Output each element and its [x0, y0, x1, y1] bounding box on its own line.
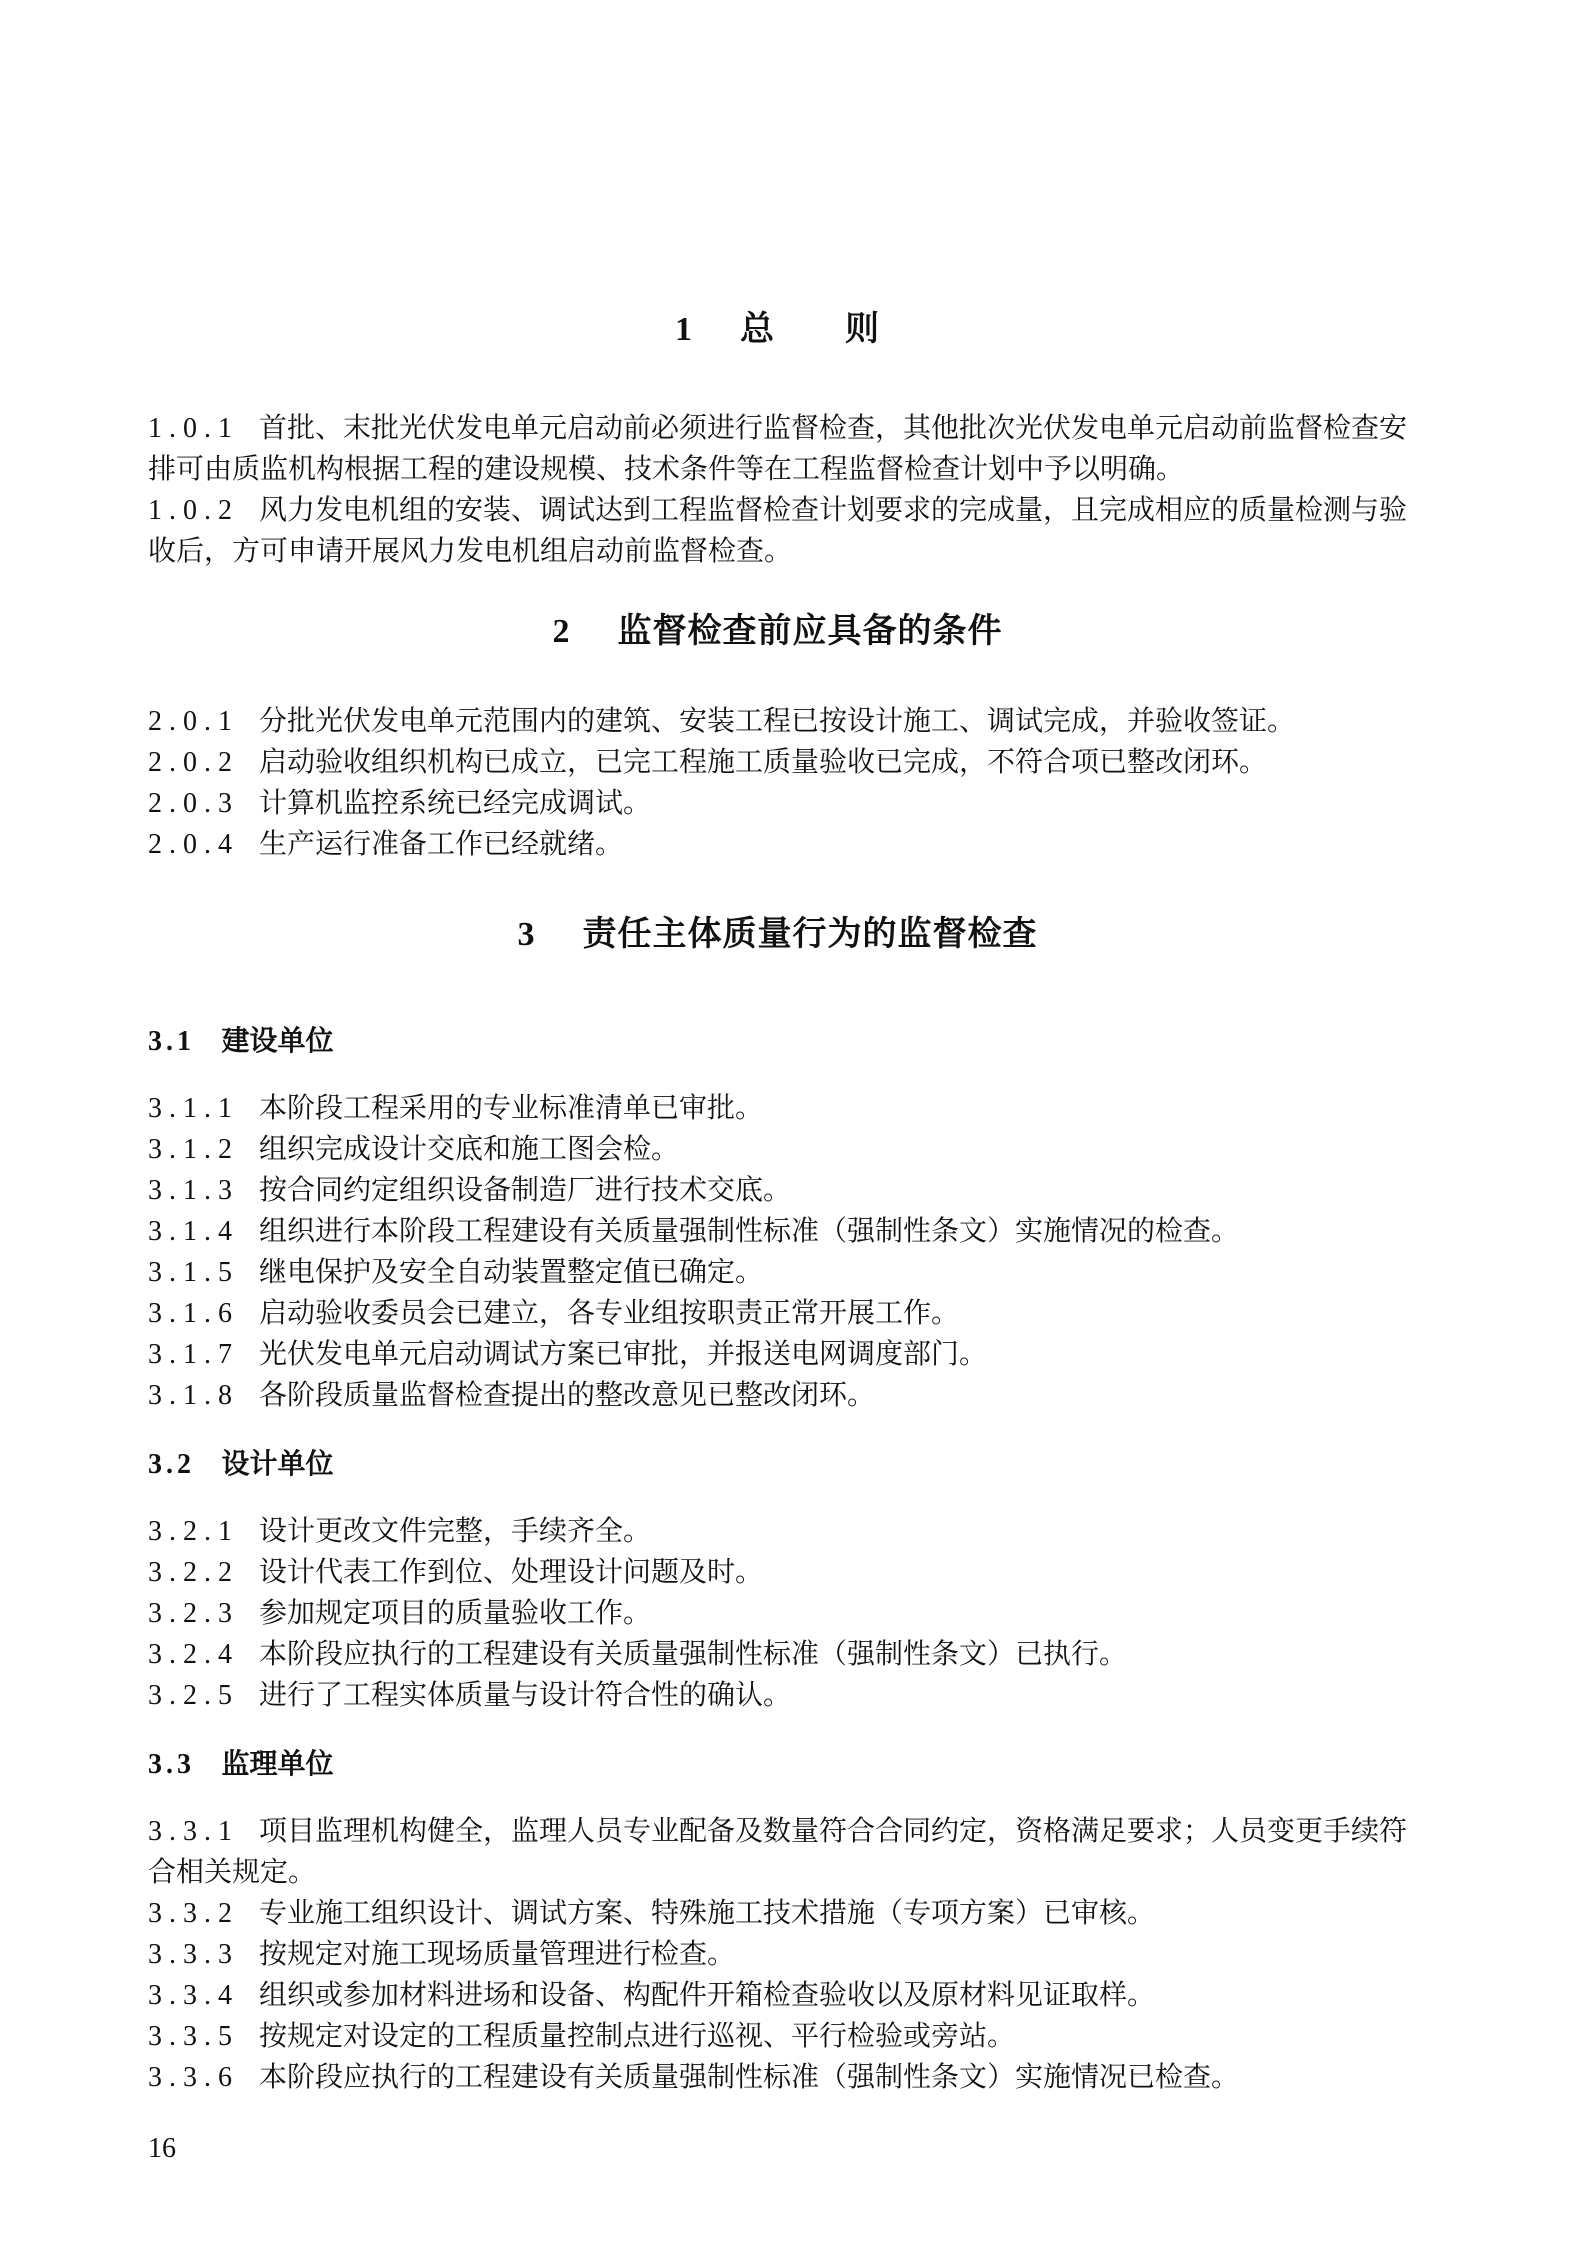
- clause-2-0-1: [148, 701, 1407, 742]
- chapter-1-number: 1: [675, 311, 692, 348]
- clause-text: 进行了工程实体质量与设计符合性的确认。: [259, 1680, 792, 1711]
- clause-text: 分批光伏发电单元范围内的建筑、安装工程已按设计施工、调试完成，并验收签证。: [259, 706, 1296, 737]
- clause-text: 生产运行准备工作已经就绪。: [259, 829, 624, 860]
- clause-number: 3.1.8: [148, 1380, 239, 1411]
- clause-3-1-2: [148, 1129, 1407, 1170]
- clause-3-3-3: [148, 1934, 1407, 1975]
- clause-text: 设计更改文件完整，手续齐全。: [259, 1516, 652, 1547]
- clause-text: 参加规定项目的质量验收工作。: [259, 1598, 652, 1629]
- clause-text: 本阶段工程采用的专业标准清单已审批。: [259, 1093, 764, 1124]
- subsection-number: 3.3: [148, 1749, 195, 1780]
- clause-text: 计算机监控系统已经完成调试。: [259, 788, 652, 819]
- clause-text: 各阶段质量监督检查提出的整改意见已整改闭环。: [259, 1380, 876, 1411]
- clause-text: 本阶段应执行的工程建设有关质量强制性标准（强制性条文）已执行。: [259, 1639, 1128, 1670]
- clause-3-2-4: [148, 1634, 1407, 1675]
- clause-3-3-4: [148, 1975, 1407, 2016]
- document-content: [0, 298, 1587, 2169]
- clause-number: 3.1.1: [148, 1093, 239, 1124]
- clause-number: 3.3.4: [148, 1980, 239, 2011]
- clause-number: 3.1.2: [148, 1134, 239, 1165]
- clause-1-0-2: [148, 490, 1407, 572]
- subsection-number: 3.2: [148, 1449, 195, 1480]
- clause-number: 3.3.1: [148, 1816, 239, 1847]
- clause-3-1-5: [148, 1252, 1407, 1293]
- clause-number: 2.0.1: [148, 706, 239, 737]
- clause-1-0-1: [148, 408, 1407, 490]
- clause-text: 设计代表工作到位、处理设计问题及时。: [259, 1557, 764, 1588]
- chapter-2-number: 2: [552, 613, 570, 650]
- subsection-title: 监理单位: [221, 1748, 334, 1779]
- clause-number: 3.3.5: [148, 2021, 239, 2052]
- subsection-number: 3.1: [148, 1026, 195, 1057]
- clause-3-2-2: [148, 1552, 1407, 1593]
- clause-number: 3.2.2: [148, 1557, 239, 1588]
- clause-3-3-2: [148, 1893, 1407, 1934]
- chapter-1-title-text: 总 则: [740, 310, 880, 348]
- clause-number: 3.2.3: [148, 1598, 239, 1629]
- clause-text: 继电保护及安全自动装置整定值已确定。: [259, 1257, 764, 1288]
- clause-text: 按规定对施工现场质量管理进行检查。: [259, 1939, 736, 1970]
- chapter-1-title: [148, 298, 1407, 354]
- page-number: 16: [148, 2133, 176, 2164]
- clause-text: 组织进行本阶段工程建设有关质量强制性标准（强制性条文）实施情况的检查。: [259, 1216, 1240, 1247]
- clause-text: 首批、末批光伏发电单元启动前必须进行监督检查，其他批次光伏发电单元启动前监督检查安排可由质监机构根据工程的建设规模、技术条件等在工程监督检查计划中予以明确。: [148, 413, 1408, 485]
- clause-3-1-4: [148, 1211, 1407, 1252]
- clause-3-1-1: [148, 1088, 1407, 1129]
- clause-number: 3.3.6: [148, 2062, 239, 2093]
- clause-text: 光伏发电单元启动调试方案已审批，并报送电网调度部门。: [259, 1339, 988, 1370]
- clause-3-3-6: [148, 2057, 1407, 2098]
- clause-2-0-4: [148, 824, 1407, 865]
- clause-number: 3.2.1: [148, 1516, 239, 1547]
- clause-text: 专业施工组织设计、调试方案、特殊施工技术措施（专项方案）已审核。: [259, 1898, 1156, 1929]
- clause-number: 1.0.1: [148, 413, 239, 444]
- clause-text: 按合同约定组织设备制造厂进行技术交底。: [259, 1175, 792, 1206]
- clause-number: 3.2.4: [148, 1639, 239, 1670]
- clause-number: 3.1.5: [148, 1257, 239, 1288]
- chapter-2-title-text: 监督检查前应具备的条件: [617, 612, 1003, 650]
- clause-2-0-3: [148, 783, 1407, 824]
- clause-text: 本阶段应执行的工程建设有关质量强制性标准（强制性条文）实施情况已检查。: [259, 2062, 1240, 2093]
- clause-3-1-7: [148, 1334, 1407, 1375]
- chapter-3-title: [148, 903, 1407, 959]
- clause-number: 3.1.4: [148, 1216, 239, 1247]
- clause-3-1-3: [148, 1170, 1407, 1211]
- subsection-title: 建设单位: [221, 1025, 334, 1056]
- clause-2-0-2: [148, 742, 1407, 783]
- clause-3-2-3: [148, 1593, 1407, 1634]
- clause-3-3-5: [148, 2016, 1407, 2057]
- clause-number: 3.1.3: [148, 1175, 239, 1206]
- clause-number: 3.3.3: [148, 1939, 239, 1970]
- clause-3-1-8: [148, 1375, 1407, 1416]
- clause-3-1-6: [148, 1293, 1407, 1334]
- clause-number: 3.1.7: [148, 1339, 239, 1370]
- clause-text: 组织完成设计交底和施工图会检。: [259, 1134, 680, 1165]
- clause-text: 项目监理机构健全，监理人员专业配备及数量符合合同约定，资格满足要求；人员变更手续符合相关规定。: [148, 1816, 1408, 1888]
- clause-text: 按规定对设定的工程质量控制点进行巡视、平行检验或旁站。: [259, 2021, 1016, 2052]
- clause-number: 2.0.4: [148, 829, 239, 860]
- clause-number: 3.2.5: [148, 1680, 239, 1711]
- chapter-3-number: 3: [517, 916, 535, 953]
- subsection-3-2-heading: [148, 1440, 1407, 1485]
- clause-number: 2.0.3: [148, 788, 239, 819]
- subsection-title: 设计单位: [221, 1448, 334, 1479]
- clause-number: 2.0.2: [148, 747, 239, 778]
- clause-3-2-5: [148, 1675, 1407, 1716]
- subsection-3-1-heading: [148, 1017, 1407, 1062]
- clause-3-3-1: [148, 1811, 1407, 1893]
- clause-text: 启动验收组织机构已成立，已完工程施工质量验收已完成，不符合项已整改闭环。: [259, 747, 1268, 778]
- clause-number: 1.0.2: [148, 495, 239, 526]
- subsection-3-3-heading: [148, 1740, 1407, 1785]
- clause-number: 3.1.6: [148, 1298, 239, 1329]
- chapter-3-title-text: 责任主体质量行为的监督检查: [582, 915, 1038, 953]
- chapter-2-title: [148, 600, 1407, 656]
- clause-3-2-1: [148, 1511, 1407, 1552]
- clause-text: 组织或参加材料进场和设备、构配件开箱检查验收以及原材料见证取样。: [259, 1980, 1156, 2011]
- clause-text: 启动验收委员会已建立，各专业组按职责正常开展工作。: [259, 1298, 960, 1329]
- clause-text: 风力发电机组的安装、调试达到工程监督检查计划要求的完成量，且完成相应的质量检测与验收后，方可申请开展风力发电机组启动前监督检查。: [148, 495, 1408, 567]
- clause-number: 3.3.2: [148, 1898, 239, 1929]
